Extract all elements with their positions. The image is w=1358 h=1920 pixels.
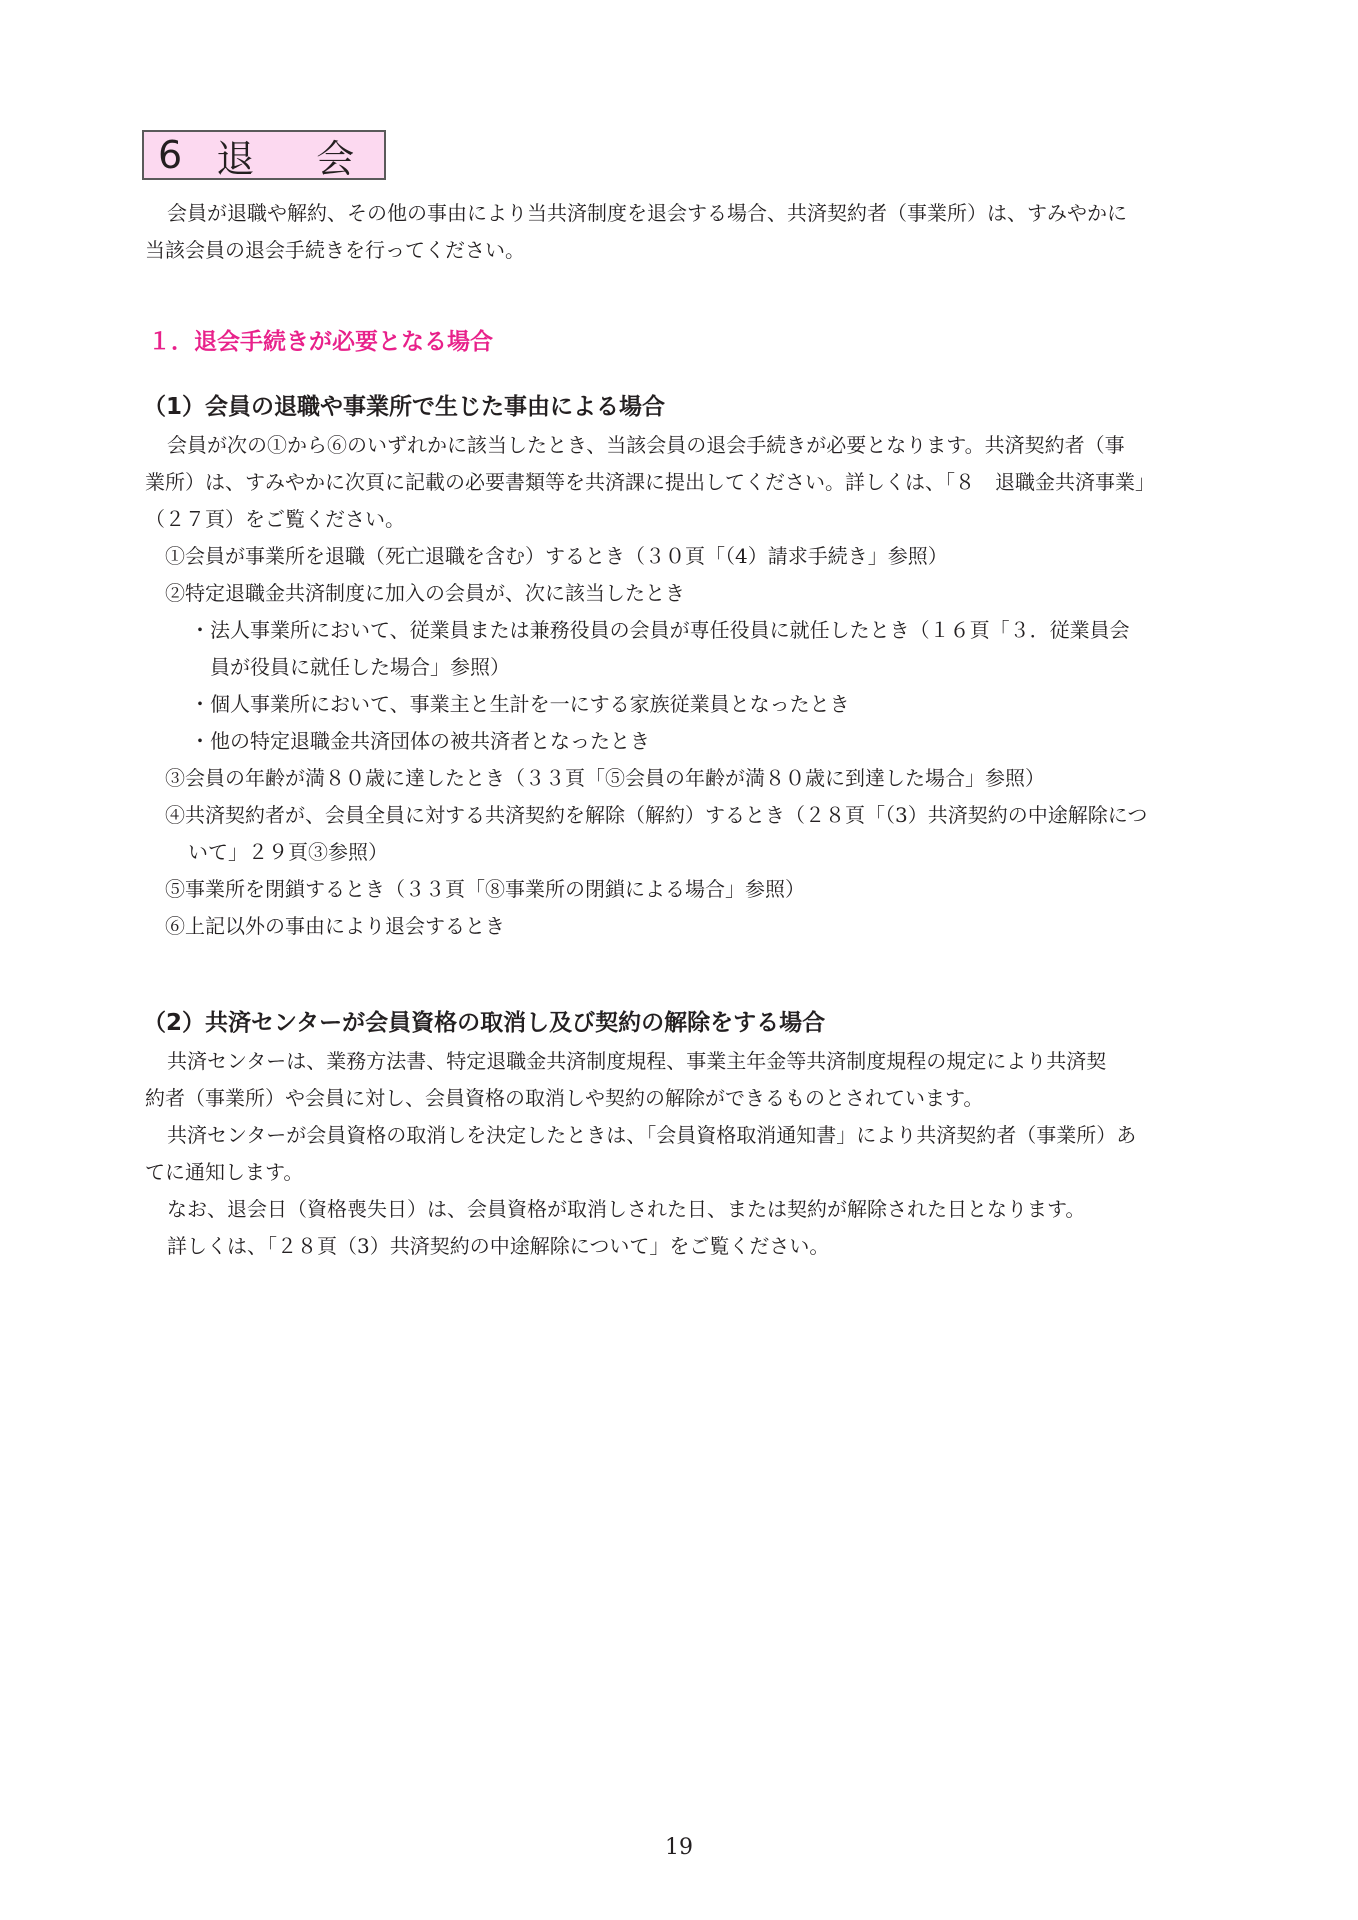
- section-title-box: [142, 130, 386, 180]
- sub2-line-1: 共済センターは、業務方法書、特定退職金共済制度規程、事業主年金等共済制度規程の規定により共済契: [167, 1049, 1107, 1073]
- sub2-line-4: てに通知します。: [145, 1160, 304, 1184]
- list-item: ④共済契約者が、会員全員に対する共済契約を解除（解約）するとき（２８頁「（3）共済契約の中途解除につ: [165, 803, 1148, 827]
- sub1-para-line-3: （２７頁）をご覧ください。: [145, 507, 405, 531]
- list-item: ・個人事業所において、事業主と生計を一にする家族従業員となったとき: [190, 692, 850, 716]
- list-item: ・他の特定退職金共済団体の被共済者となったとき: [190, 729, 650, 753]
- sub2-line-2: 約者（事業所）や会員に対し、会員資格の取消しや契約の解除ができるものとされています。: [145, 1086, 984, 1110]
- heading-1: １．退会手続きが必要となる場合: [148, 329, 493, 355]
- list-item: ・法人事業所において、従業員または兼務役員の会員が専任役員に就任したとき（１６頁「３．従業員会: [190, 618, 1130, 642]
- section-title-char-2: 会: [316, 136, 355, 181]
- sub2-line-6: 詳しくは、「２８頁（3）共済契約の中途解除について」をご覧ください。: [167, 1234, 830, 1258]
- sub1-para-line-2: 業所）は、すみやかに次頁に記載の必要書類等を共済課に提出してください。詳しくは、「８ 退職金共済事業」: [145, 470, 1155, 494]
- list-item: ①会員が事業所を退職（死亡退職を含む）するとき（３０頁「（4）請求手続き」参照）: [165, 544, 948, 568]
- subheading-2: （2）共済センターが会員資格の取消し及び契約の解除をする場合: [143, 1010, 826, 1036]
- list-item: ③会員の年齢が満８０歳に達したとき（３３頁「⑤会員の年齢が満８０歳に到達した場合」参照）: [165, 766, 1045, 790]
- sub1-para-line-1: 会員が次の①から⑥のいずれかに該当したとき、当該会員の退会手続きが必要となります。共済契約者（事: [167, 433, 1125, 457]
- page-number: 19: [665, 1835, 693, 1860]
- section-title-char-1: 退: [216, 136, 255, 181]
- list-item: ②特定退職金共済制度に加入の会員が、次に該当したとき: [165, 581, 685, 605]
- sub2-line-5: なお、退会日（資格喪失日）は、会員資格が取消しされた日、または契約が解除された日となります。: [167, 1197, 1086, 1221]
- intro-line-1: 会員が退職や解約、その他の事由により当共済制度を退会する場合、共済契約者（事業所）は、すみやかに: [167, 201, 1127, 225]
- subheading-1: （1）会員の退職や事業所で生じた事由による場合: [143, 394, 666, 420]
- list-item: いて」２９頁③参照）: [188, 840, 388, 864]
- sub2-line-3: 共済センターが会員資格の取消しを決定したときは、「会員資格取消通知書」により共済契約者（事業所）あ: [167, 1123, 1137, 1147]
- list-item: ⑤事業所を閉鎖するとき（３３頁「⑧事業所の閉鎖による場合」参照）: [165, 877, 805, 901]
- list-item: ⑥上記以外の事由により退会するとき: [165, 914, 505, 938]
- section-number: 6: [158, 133, 183, 177]
- list-item: 員が役員に就任した場合」参照）: [210, 655, 510, 679]
- intro-line-2: 当該会員の退会手続きを行ってください。: [145, 238, 525, 262]
